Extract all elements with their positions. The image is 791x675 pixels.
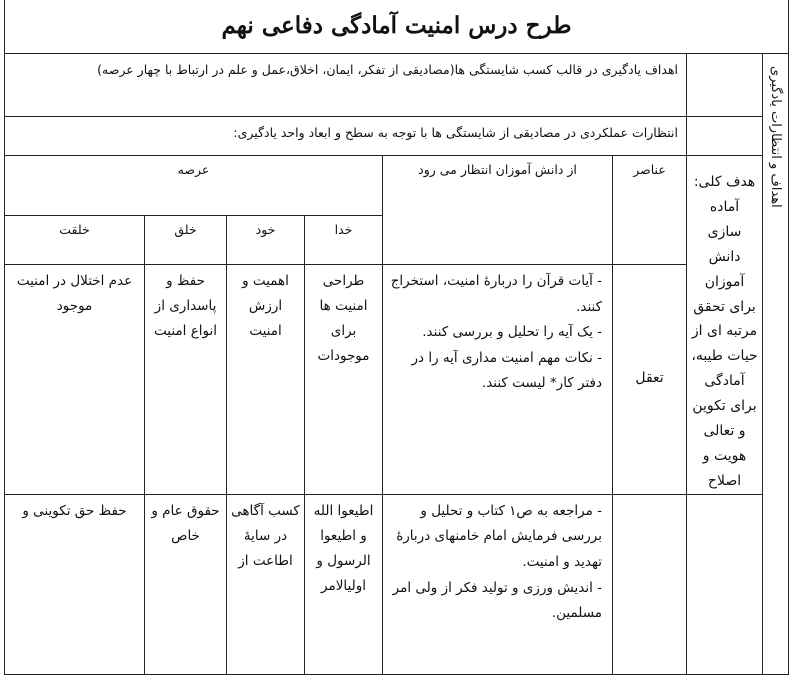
cell-others: حفظ و پاسداری از انواع امنیت (145, 264, 227, 494)
row-expectations (383, 264, 613, 494)
cell-creation: حفظ حق تکوینی و (5, 494, 145, 674)
lesson-plan-table (4, 0, 789, 675)
side-label: اهداف و انتظارات یادگیری (768, 66, 784, 208)
header-self: خود (227, 216, 305, 264)
expectation-item: - نکات مهم امنیت مداری آیه را در دفتر کار* لیست کنند. (411, 349, 603, 392)
cell-god: طراحی امنیت ها برای موجودات (305, 264, 383, 494)
row-element: تعقل (613, 264, 687, 494)
cell-others: حقوق عام و خاص (145, 494, 227, 674)
header-elements: عناصر (613, 156, 687, 265)
header-students-expected: از دانش آموزان انتظار می رود (383, 156, 613, 265)
header-creation: خلقت (5, 216, 145, 264)
cell-self: کسب آگاهی در سایۀ اطاعت از (227, 494, 305, 674)
performance-expectations: انتظارات عملکردی در مصادیقی از شایستگی ها با توجه به سطح و ابعاد واحد یادگیری: (5, 117, 687, 156)
header-domain: عرصه (5, 156, 383, 216)
expectation-item: - اندیش ورزی و تولید فکر از ولی امر مسلمین. (392, 579, 603, 622)
expectation-item: - آیات قرآن را دربارۀ امنیت، استخراج کنند. (390, 272, 603, 315)
row-expectations (383, 494, 613, 674)
learning-objectives: اهداف یادگیری در قالب کسب شایستگی ها(مصادیقی از تفکر، ایمان، اخلاق،عمل و علم در ارتباط با چهار عرصه) (5, 54, 687, 117)
goal-continuation (687, 494, 763, 674)
cell-self: اهمیت و ارزش امنیت (227, 264, 305, 494)
cell-creation: عدم اختلال در امنیت موجود (5, 264, 145, 494)
row-element (613, 494, 687, 674)
page-title: طرح درس امنیت آمادگی دفاعی نهم (5, 0, 789, 54)
expectation-item: - مراجعه به ص١ کتاب و تحلیل و بررسی فرمایش امام خامنهای دربارۀ تهدید و امنیت. (396, 502, 603, 571)
header-others: خلق (145, 216, 227, 264)
cell-god: اطیعوا الله و اطیعوا الرسول و اولیالامر (305, 494, 383, 674)
header-god: خدا (305, 216, 383, 264)
expectation-item: - یک آیه را تحلیل و بررسی کنند. (422, 324, 603, 341)
general-goal: هدف کلی: آماده سازی دانش آموزان برای تحقق مرتبه ای از حیات طیبه، آمادگی برای تکوین و تعالی هویت و اصلاح (687, 156, 763, 495)
side-label-cell (763, 54, 789, 675)
